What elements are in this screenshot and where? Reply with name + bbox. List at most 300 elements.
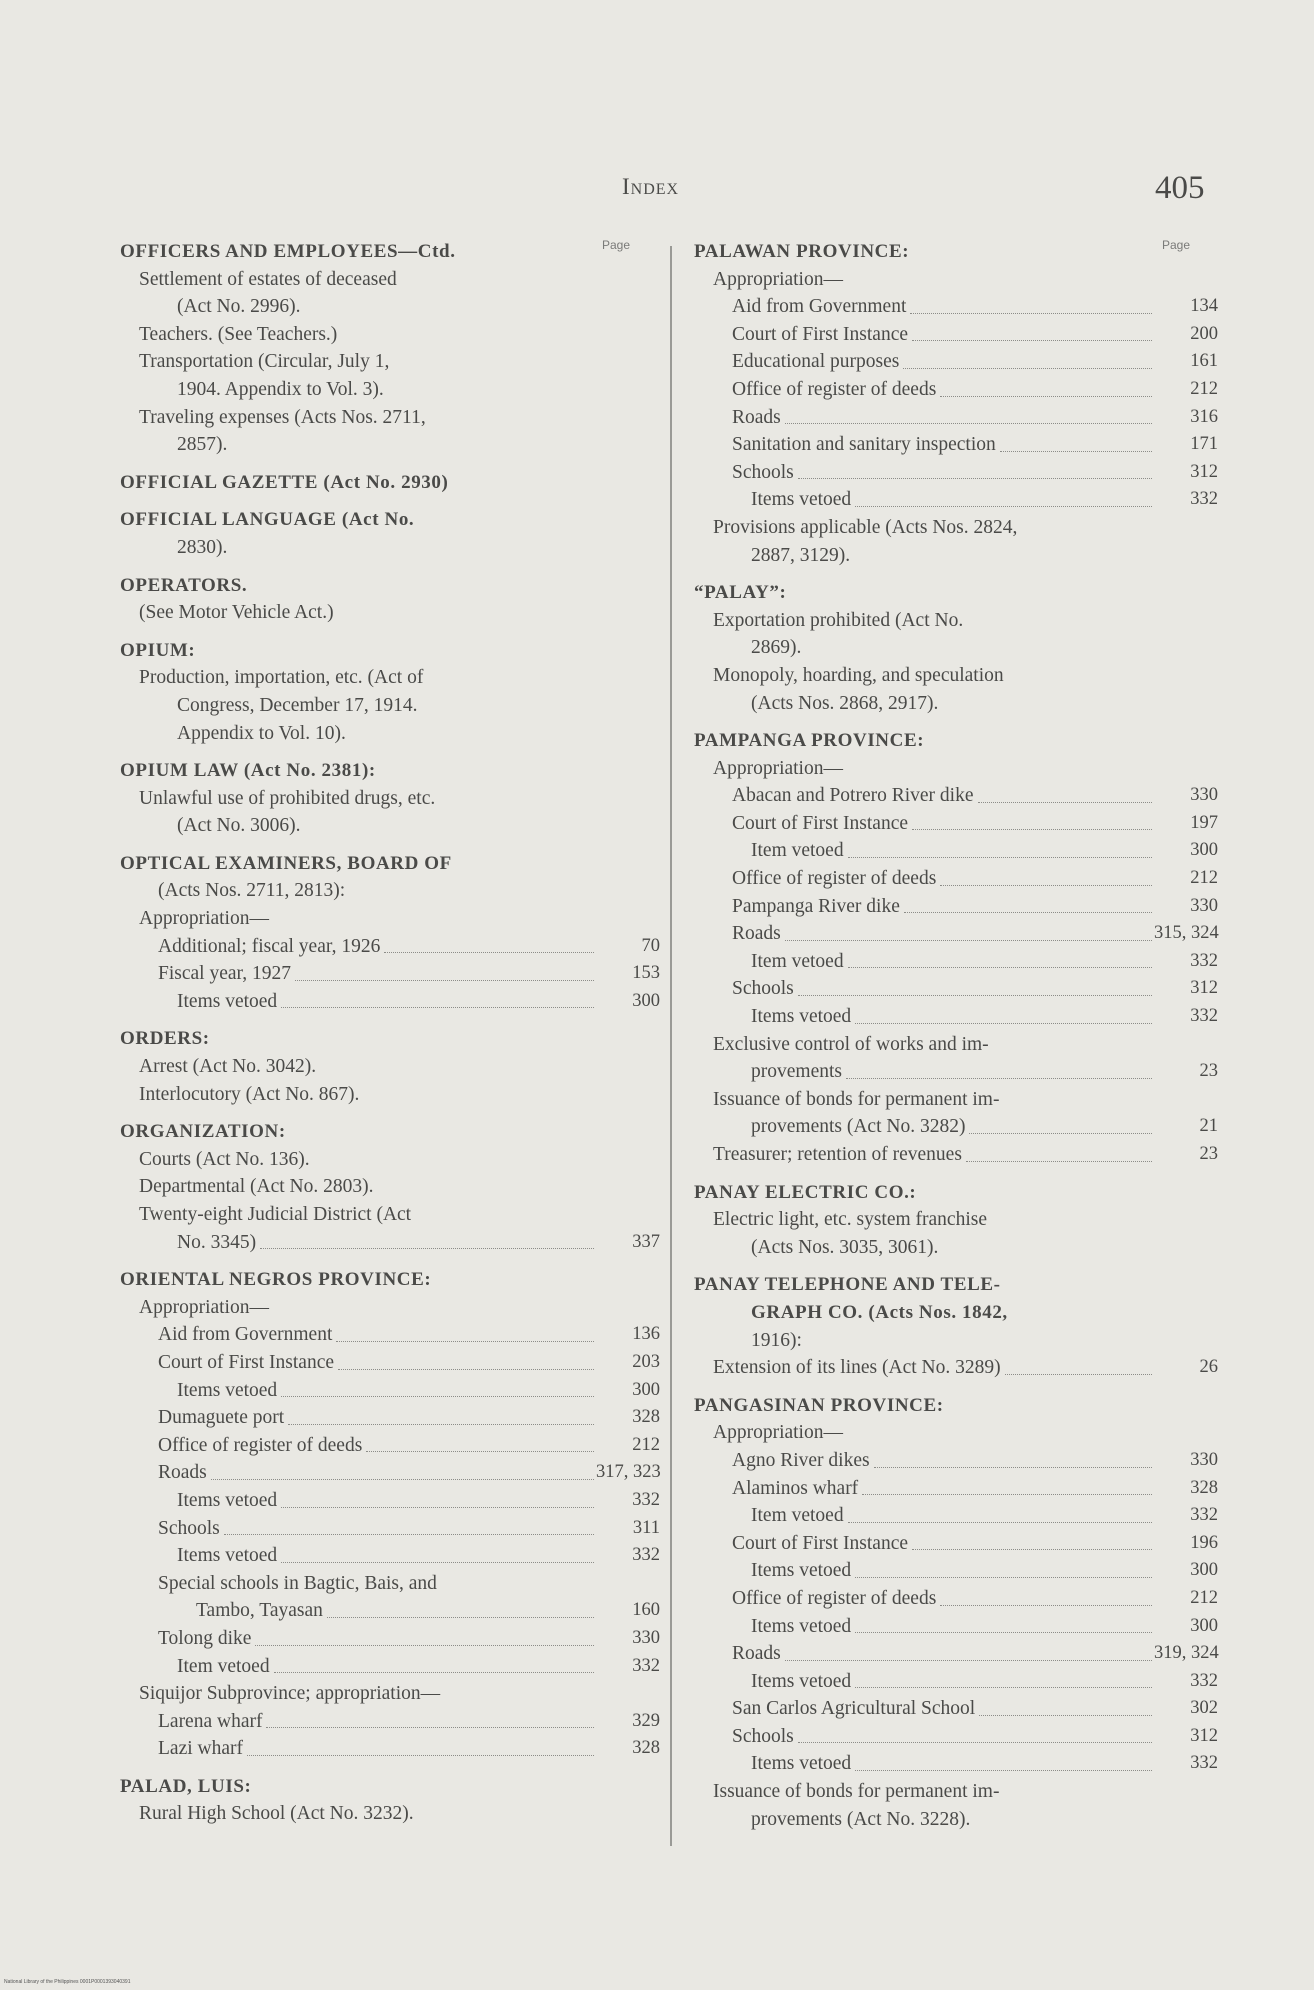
- entry-text: GRAPH CO. (Acts Nos. 1842,: [751, 1301, 1008, 1323]
- entry-page-ref: 332: [1190, 489, 1218, 510]
- entry-text: Items vetoed: [177, 1489, 278, 1511]
- index-heading: [120, 1266, 660, 1294]
- entry-text: ORDERS:: [120, 1028, 210, 1050]
- entry-text: No. 3345): [177, 1231, 257, 1253]
- entry-page-ref: 328: [1190, 1477, 1218, 1498]
- index-entry: [694, 1447, 1218, 1475]
- entry-text: Abacan and Potrero River dike: [732, 785, 974, 807]
- entry-page-ref: 337: [632, 1231, 660, 1252]
- entry-text: Arrest (Act No. 3042).: [139, 1056, 317, 1078]
- index-entry: [120, 1625, 660, 1653]
- entry-text: Items vetoed: [751, 1670, 852, 1692]
- index-entry: [694, 266, 1218, 294]
- right-entries: [694, 238, 1218, 1833]
- index-entry: [120, 1459, 660, 1487]
- entry-page-ref: 312: [1190, 1725, 1218, 1746]
- index-entry: [694, 1557, 1218, 1585]
- entry-text: Appropriation—: [713, 1422, 843, 1444]
- entry-spacer: [120, 1763, 660, 1773]
- entry-page-ref: 300: [1190, 1615, 1218, 1636]
- entry-text: Item vetoed: [751, 840, 844, 862]
- dot-leader: [1005, 1374, 1152, 1375]
- dot-leader: [785, 940, 1152, 941]
- entry-text: Items vetoed: [751, 1753, 852, 1775]
- entry-spacer: [120, 1108, 660, 1118]
- entry-text: Court of First Instance: [732, 323, 909, 345]
- dot-leader: [855, 1770, 1152, 1771]
- entry-text: 2887, 3129).: [751, 544, 851, 566]
- index-entry: [120, 1201, 660, 1229]
- dot-leader: [281, 1507, 594, 1508]
- entry-text: Alaminos wharf: [732, 1477, 859, 1499]
- index-entry: [694, 514, 1218, 542]
- entry-spacer: [694, 569, 1218, 579]
- entry-page-ref: 312: [1190, 978, 1218, 999]
- index-heading: [120, 757, 660, 785]
- dot-leader: [862, 1494, 1152, 1495]
- index-heading: [120, 637, 660, 665]
- index-entry: [120, 376, 660, 404]
- entry-page-ref: 332: [632, 1545, 660, 1566]
- dot-leader: [798, 995, 1152, 996]
- index-heading: [694, 1271, 1218, 1299]
- entry-text: Item vetoed: [751, 1505, 844, 1527]
- entry-spacer: [120, 1015, 660, 1025]
- index-entry: [120, 988, 660, 1016]
- index-entry: [694, 542, 1218, 570]
- index-entry: [120, 431, 660, 459]
- index-entry: [120, 692, 660, 720]
- entry-text: (Acts Nos. 2868, 2917).: [751, 692, 939, 714]
- index-heading: [694, 727, 1218, 755]
- entry-text: Congress, December 17, 1914.: [177, 694, 418, 716]
- entry-page-ref: 330: [632, 1627, 660, 1648]
- index-entry: [120, 321, 660, 349]
- entry-text: Sanitation and sanitary inspection: [732, 434, 996, 456]
- dot-leader: [384, 952, 594, 953]
- entry-page-ref: 315, 324: [1154, 923, 1219, 944]
- entry-text: Items vetoed: [177, 1545, 278, 1567]
- entry-spacer: [694, 1261, 1218, 1271]
- entry-text: OFFICIAL GAZETTE (Act No. 2930): [120, 471, 449, 493]
- entry-text: 1916):: [751, 1329, 802, 1351]
- entry-text: Item vetoed: [751, 950, 844, 972]
- entry-page-ref: 328: [632, 1738, 660, 1759]
- index-entry: [120, 1432, 660, 1460]
- entry-text: Roads: [732, 406, 781, 428]
- index-entry: [694, 1778, 1218, 1806]
- dot-leader: [1000, 451, 1152, 452]
- dot-leader: [912, 340, 1152, 341]
- dot-leader: [281, 1007, 594, 1008]
- index-entry: [120, 1404, 660, 1432]
- entry-page-ref: 200: [1190, 323, 1218, 344]
- index-heading: [694, 1299, 1218, 1327]
- dot-leader: [255, 1645, 594, 1646]
- index-heading: [120, 1773, 660, 1801]
- entry-text: ORGANIZATION:: [120, 1121, 286, 1143]
- index-entry: [694, 975, 1218, 1003]
- entry-text: Court of First Instance: [732, 812, 909, 834]
- dot-leader: [940, 396, 1152, 397]
- entry-spacer: [694, 1169, 1218, 1179]
- entry-page-ref: 212: [1190, 868, 1218, 889]
- entry-text: Schools: [158, 1517, 220, 1539]
- index-entry: [694, 1668, 1218, 1696]
- entry-text: Issuance of bonds for permanent im-: [713, 1088, 1000, 1110]
- dot-leader: [855, 1023, 1152, 1024]
- entry-text: Schools: [732, 461, 794, 483]
- entry-text: Exclusive control of works and im-: [713, 1033, 989, 1055]
- index-entry: [694, 459, 1218, 487]
- index-entry: [120, 1597, 660, 1625]
- left-column: [120, 238, 660, 1828]
- dot-leader: [855, 1632, 1152, 1633]
- index-entry: [694, 1585, 1218, 1613]
- index-entry: [120, 877, 660, 905]
- index-entry: [120, 1349, 660, 1377]
- index-entry: [120, 1229, 660, 1257]
- entry-page-ref: 300: [632, 1379, 660, 1400]
- dot-leader: [855, 1577, 1152, 1578]
- dot-leader: [912, 1549, 1152, 1550]
- index-entry: [694, 1141, 1218, 1169]
- entry-page-ref: 153: [632, 963, 660, 984]
- entry-text: OFFICIAL LANGUAGE (Act No.: [120, 509, 415, 531]
- entry-text: provements (Act No. 3282): [751, 1116, 966, 1138]
- index-entry: [694, 1750, 1218, 1778]
- entry-text: Treasurer; retention of revenues: [713, 1144, 962, 1165]
- index-entry: [694, 1058, 1218, 1086]
- entry-page-ref: 316: [1190, 406, 1218, 427]
- index-heading: [120, 850, 660, 878]
- index-entry: [694, 690, 1218, 718]
- index-entry: [120, 1173, 660, 1201]
- entry-text: Provisions applicable (Acts Nos. 2824,: [713, 516, 1018, 538]
- entry-text: Court of First Instance: [732, 1532, 909, 1554]
- index-entry: [120, 599, 660, 627]
- dot-leader: [336, 1341, 594, 1342]
- entry-text: Appropriation—: [139, 908, 269, 930]
- entry-page-ref: 330: [1190, 785, 1218, 806]
- dot-leader: [281, 1562, 594, 1563]
- entry-text: OFFICERS AND EMPLOYEES—Ctd.: [120, 241, 456, 262]
- index-entry: [694, 810, 1218, 838]
- dot-leader: [266, 1727, 594, 1728]
- entry-text: Items vetoed: [751, 489, 852, 511]
- index-entry: [694, 948, 1218, 976]
- entry-text: Schools: [732, 1725, 794, 1747]
- index-entry: [694, 1354, 1218, 1382]
- dot-leader: [978, 802, 1152, 803]
- index-entry: [120, 1570, 660, 1598]
- index-entry: [120, 1321, 660, 1349]
- dot-leader: [848, 857, 1152, 858]
- index-entry: [694, 1327, 1218, 1355]
- entry-page-ref: 212: [1190, 1587, 1218, 1608]
- index-entry: [120, 664, 660, 692]
- index-entry: [694, 607, 1218, 635]
- entry-text: 2869).: [751, 637, 802, 659]
- dot-leader: [855, 1687, 1152, 1688]
- entry-text: PANAY TELEPHONE AND TELE-: [694, 1274, 1001, 1296]
- dot-leader: [288, 1424, 594, 1425]
- entry-text: Roads: [732, 1643, 781, 1665]
- entry-text: OPERATORS.: [120, 574, 248, 596]
- entry-page-ref: 332: [1190, 1006, 1218, 1027]
- dot-leader: [798, 478, 1152, 479]
- right-column: [694, 238, 1218, 1833]
- entry-text: Roads: [732, 923, 781, 945]
- entry-text: Roads: [158, 1462, 207, 1484]
- index-entry: [120, 1680, 660, 1708]
- index-entry: [120, 1735, 660, 1763]
- index-entry: [694, 865, 1218, 893]
- dot-leader: [912, 829, 1152, 830]
- index-entry: [120, 1708, 660, 1736]
- entry-page-ref: 23: [1199, 1061, 1218, 1082]
- entry-text: “PALAY”:: [694, 582, 787, 604]
- index-entry: [120, 534, 660, 562]
- entry-text: (Act No. 3006).: [177, 815, 301, 837]
- entry-text: PALAD, LUIS:: [120, 1775, 252, 1797]
- entry-page-ref: 300: [632, 990, 660, 1011]
- dot-leader: [785, 1660, 1152, 1661]
- entry-page-ref: 212: [1190, 378, 1218, 399]
- entry-page-ref: 332: [1190, 950, 1218, 971]
- right-page-column-label: Page: [1162, 238, 1191, 252]
- index-entry: [694, 1806, 1218, 1834]
- entry-text: ORIENTAL NEGROS PROVINCE:: [120, 1269, 432, 1291]
- entry-text: Schools: [732, 978, 794, 1000]
- scan-footer: National Library of the Philippines 0001P0001393040391: [4, 1979, 131, 1985]
- entry-text: Traveling expenses (Acts Nos. 2711,: [139, 406, 426, 428]
- index-entry: [694, 893, 1218, 921]
- dot-leader: [940, 885, 1152, 886]
- entry-text: Tolong dike: [158, 1627, 252, 1649]
- dot-leader: [846, 1078, 1152, 1079]
- entry-text: Fiscal year, 1927: [158, 963, 291, 985]
- dot-leader: [848, 967, 1152, 968]
- entry-text: PANAY ELECTRIC CO.:: [694, 1181, 917, 1203]
- column-divider: [670, 246, 672, 1846]
- entry-page-ref: 21: [1199, 1116, 1218, 1137]
- entry-text: Settlement of estates of deceased: [139, 268, 397, 290]
- entry-text: 2857).: [177, 434, 228, 456]
- index-heading: [694, 238, 1218, 266]
- entry-text: Office of register of deeds: [732, 1587, 937, 1609]
- entry-page-ref: 332: [632, 1655, 660, 1676]
- left-page-column-label: Page: [602, 238, 631, 252]
- index-entry: [694, 348, 1218, 376]
- entry-text: Aid from Government: [158, 1324, 333, 1346]
- index-entry: [694, 920, 1218, 948]
- dot-leader: [785, 423, 1152, 424]
- entry-text: PANGASINAN PROVINCE:: [694, 1394, 944, 1416]
- entry-text: Office of register of deeds: [732, 378, 937, 400]
- index-entry: [120, 404, 660, 432]
- index-entry: [120, 905, 660, 933]
- entry-text: Appropriation—: [139, 1296, 269, 1318]
- entry-text: provements: [751, 1061, 842, 1083]
- index-entry: [694, 1613, 1218, 1641]
- entry-page-ref: 332: [1190, 1670, 1218, 1691]
- entry-text: Office of register of deeds: [158, 1434, 363, 1456]
- dot-leader: [224, 1534, 594, 1535]
- index-entry: [694, 486, 1218, 514]
- entry-spacer: [120, 1256, 660, 1266]
- entry-page-ref: 212: [632, 1434, 660, 1455]
- entry-text: OPIUM:: [120, 639, 196, 661]
- index-entry: [694, 431, 1218, 459]
- dot-leader: [874, 1467, 1152, 1468]
- index-entry: [120, 812, 660, 840]
- entry-text: Items vetoed: [751, 1006, 852, 1028]
- dot-leader: [940, 1605, 1152, 1606]
- index-entry: [694, 376, 1218, 404]
- entry-page-ref: 161: [1190, 351, 1218, 372]
- entry-page-ref: 300: [1190, 840, 1218, 861]
- entry-page-ref: 332: [632, 1489, 660, 1510]
- index-entry: [120, 1542, 660, 1570]
- index-entry: [694, 293, 1218, 321]
- index-entry: [694, 634, 1218, 662]
- index-entry: [694, 1234, 1218, 1262]
- index-entry: [120, 960, 660, 988]
- entry-page-ref: 300: [1190, 1560, 1218, 1581]
- index-entry: [120, 266, 660, 294]
- index-entry: [120, 1377, 660, 1405]
- entry-text: Items vetoed: [177, 1379, 278, 1401]
- entry-page-ref: 319, 324: [1154, 1643, 1219, 1664]
- entry-text: Courts (Act No. 136).: [139, 1148, 310, 1170]
- entry-text: Aid from Government: [732, 296, 907, 318]
- dot-leader: [211, 1479, 594, 1480]
- entry-text: Larena wharf: [158, 1710, 263, 1732]
- index-entry: [694, 1723, 1218, 1751]
- index-heading: [120, 1025, 660, 1053]
- entry-text: Departmental (Act No. 2803).: [139, 1176, 374, 1198]
- index-entry: [120, 1653, 660, 1681]
- entry-page-ref: 302: [1190, 1698, 1218, 1719]
- index-entry: [120, 1515, 660, 1543]
- entry-text: Rural High School (Act No. 3232).: [139, 1803, 414, 1825]
- dot-leader: [798, 1742, 1152, 1743]
- entry-text: (Act No. 2996).: [177, 296, 301, 318]
- dot-leader: [247, 1755, 594, 1756]
- index-entry: [694, 837, 1218, 865]
- entry-text: Interlocutory (Act No. 867).: [139, 1083, 360, 1105]
- entry-page-ref: 332: [1190, 1753, 1218, 1774]
- entry-spacer: [120, 496, 660, 506]
- entry-spacer: [120, 459, 660, 469]
- entry-text: provements (Act No. 3228).: [751, 1808, 971, 1830]
- entry-text: 2830).: [177, 536, 228, 558]
- entry-text: Exportation prohibited (Act No.: [713, 609, 964, 631]
- dot-leader: [903, 368, 1152, 369]
- index-entry: [120, 1053, 660, 1081]
- entry-text: Extension of its lines (Act No. 3289): [713, 1357, 1001, 1379]
- dot-leader: [274, 1672, 594, 1673]
- index-entry: [694, 1086, 1218, 1114]
- entry-text: OPIUM LAW (Act No. 2381):: [120, 760, 376, 782]
- index-entry: [694, 404, 1218, 432]
- entry-page-ref: 317, 323: [596, 1462, 661, 1483]
- index-heading: [694, 579, 1218, 607]
- entry-text: Teachers. (See Teachers.): [139, 323, 338, 345]
- index-entry: [120, 348, 660, 376]
- entry-page-ref: 196: [1190, 1532, 1218, 1553]
- index-heading: [120, 238, 660, 266]
- index-entry: [694, 1695, 1218, 1723]
- entry-page-ref: 332: [1190, 1505, 1218, 1526]
- entry-text: Pampanga River dike: [732, 895, 900, 917]
- index-entry: [694, 1640, 1218, 1668]
- entry-text: Appropriation—: [713, 757, 843, 779]
- entry-text: Educational purposes: [732, 351, 900, 373]
- index-heading: [694, 1179, 1218, 1207]
- index-entry: [694, 1206, 1218, 1234]
- entry-page-ref: 330: [1190, 1449, 1218, 1470]
- dot-leader: [910, 313, 1152, 314]
- entry-text: Lazi wharf: [158, 1738, 243, 1760]
- entry-page-ref: 70: [641, 935, 660, 956]
- entry-page-ref: 203: [632, 1351, 660, 1372]
- entry-text: Issuance of bonds for permanent im-: [713, 1781, 1000, 1803]
- index-entry: [120, 1487, 660, 1515]
- entry-page-ref: 312: [1190, 461, 1218, 482]
- index-entry: [120, 1146, 660, 1174]
- index-entry: [120, 785, 660, 813]
- index-entry: [694, 1419, 1218, 1447]
- index-heading: [120, 469, 660, 497]
- entry-page-ref: 23: [1199, 1144, 1218, 1164]
- index-heading: [694, 1392, 1218, 1420]
- entry-text: Electric light, etc. system franchise: [713, 1209, 987, 1231]
- entry-page-ref: 330: [1190, 895, 1218, 916]
- entry-text: Item vetoed: [177, 1655, 270, 1677]
- dot-leader: [338, 1369, 594, 1370]
- entry-text: Dumaguete port: [158, 1407, 285, 1429]
- entry-page-ref: 160: [632, 1600, 660, 1621]
- entry-text: (Acts Nos. 2711, 2813):: [158, 880, 346, 902]
- index-entry: [694, 1475, 1218, 1503]
- entry-text: (See Motor Vehicle Act.): [139, 602, 334, 624]
- entry-page-ref: 171: [1190, 434, 1218, 455]
- entry-spacer: [120, 747, 660, 757]
- entry-page-ref: 328: [632, 1407, 660, 1428]
- left-entries: [120, 238, 660, 1828]
- entry-text: 1904. Appendix to Vol. 3).: [177, 378, 384, 400]
- entry-text: OPTICAL EXAMINERS, BOARD OF: [120, 852, 452, 874]
- entry-text: Twenty-eight Judicial District (Act: [139, 1204, 412, 1225]
- entry-page-ref: 26: [1199, 1357, 1218, 1378]
- entry-spacer: [694, 1382, 1218, 1392]
- entry-text: Appendix to Vol. 10).: [177, 722, 346, 744]
- index-entry: [120, 1081, 660, 1109]
- dot-leader: [295, 980, 594, 981]
- page-header-title: Index: [622, 174, 680, 199]
- dot-leader: [260, 1248, 594, 1249]
- index-entry: [120, 933, 660, 961]
- page-number: 405: [1155, 170, 1205, 206]
- index-entry: [694, 1031, 1218, 1059]
- entry-text: PAMPANGA PROVINCE:: [694, 730, 925, 752]
- index-entry: [694, 662, 1218, 690]
- dot-leader: [327, 1617, 594, 1618]
- dot-leader: [979, 1715, 1152, 1716]
- entry-text: Additional; fiscal year, 1926: [158, 935, 381, 957]
